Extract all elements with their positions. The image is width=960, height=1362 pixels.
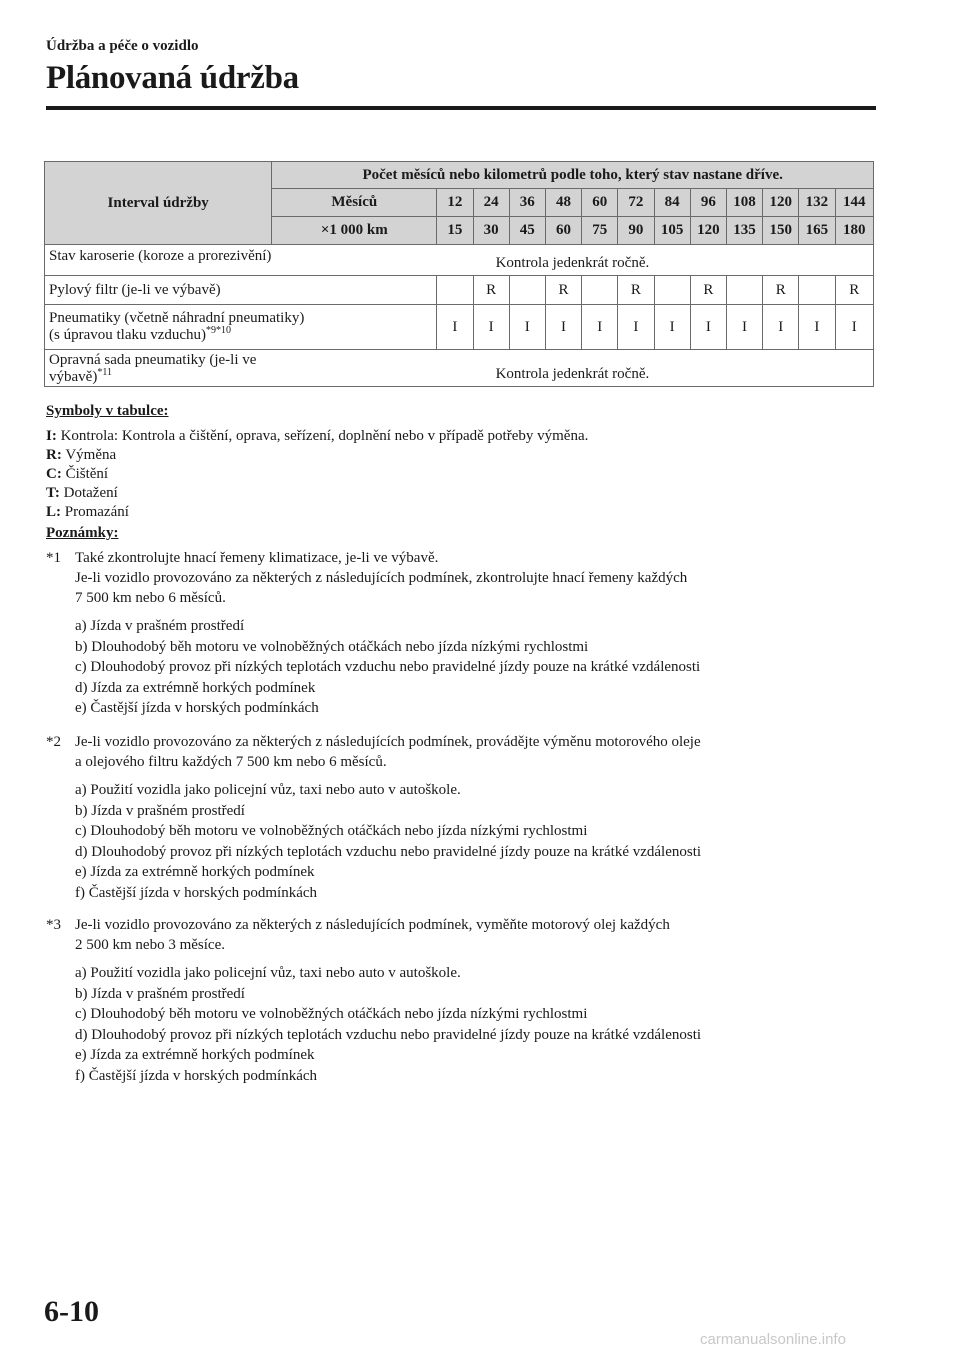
month-cell: 108 [726, 189, 762, 217]
list-item: a) Jízda v prašném prostředí [75, 618, 245, 634]
footnote-ref: *9*10 [206, 325, 232, 336]
list-item: a) Použití vozidla jako policejní vůz, taxi nebo auto v autoškole. [75, 782, 461, 798]
list-item: e) Jízda za extrémně horkých podmínek [75, 1047, 315, 1063]
cell: I [799, 305, 835, 350]
cell [437, 276, 473, 305]
cell [654, 276, 690, 305]
row-label-line: Pneumatiky (včetně náhradní pneumatiky) [49, 310, 305, 326]
km-cell: 45 [509, 217, 545, 245]
list-item: d) Dlouhodobý provoz při nízkých teplotách vzduchu nebo pravidelné jízdy pouze na krátké vzdálenosti [75, 1026, 702, 1043]
note-line: Je-li vozidlo provozováno za některých z následujících podmínek, vyměňte motorový olej každých [75, 917, 670, 933]
note-line: 2 500 km nebo 3 měsíce. [75, 937, 225, 953]
cell [582, 276, 618, 305]
cell: R [835, 276, 873, 305]
km-cell: 75 [582, 217, 618, 245]
list-item: f) Častější jízda v horských podmínkách [75, 884, 318, 901]
page-title: Plánovaná údržba [46, 60, 299, 96]
note-line: Také zkontrolujte hnací řemeny klimatizace, je-li ve výbavě. [75, 550, 439, 566]
row-value: Kontrola jedenkrát ročně. [272, 245, 874, 276]
km-cell: 105 [654, 217, 690, 245]
condition-list [75, 616, 886, 719]
cell: R [690, 276, 726, 305]
note-mark: *3 [46, 917, 61, 933]
list-item: a) Použití vozidla jako policejní vůz, taxi nebo auto v autoškole. [75, 965, 461, 981]
km-cell: 60 [545, 217, 581, 245]
note-2 [46, 732, 886, 903]
symbol-item: L: Promazání [46, 504, 129, 520]
section-label: Údržba a péče o vozidlo [46, 38, 199, 54]
note-line: a olejového filtru každých 7 500 km nebo 6 měsíců. [75, 754, 387, 770]
km-cell: 15 [437, 217, 473, 245]
list-item: c) Dlouhodobý běh motoru ve volnoběžných otáčkách nebo jízda nízkými rychlostmi [75, 823, 588, 839]
cell [799, 276, 835, 305]
month-cell: 48 [545, 189, 581, 217]
km-cell: 135 [726, 217, 762, 245]
page-number: 6-10 [44, 1295, 99, 1328]
symbols-title: Symboly v tabulce: [46, 403, 169, 419]
maintenance-table [44, 161, 874, 387]
cell: I [545, 305, 581, 350]
km-cell: 180 [835, 217, 873, 245]
title-rule [46, 106, 876, 110]
cell: I [654, 305, 690, 350]
cell: I [726, 305, 762, 350]
month-cell: 96 [690, 189, 726, 217]
km-cell: 90 [618, 217, 654, 245]
notes-title: Poznámky: [46, 525, 119, 541]
row-label: Opravná sada pneumatiky (je-li ve výbavě)$^{*11}$ [45, 350, 272, 387]
list-item: c) Dlouhodobý běh motoru ve volnoběžných otáčkách nebo jízda nízkými rychlostmi [75, 1006, 588, 1022]
table-row [45, 276, 874, 305]
list-item: f) Častější jízda v horských podmínkách [75, 1067, 318, 1084]
note-mark: *2 [46, 734, 61, 750]
cell: I [835, 305, 873, 350]
table-row [45, 350, 874, 387]
list-item: e) Jízda za extrémně horkých podmínek [75, 864, 315, 880]
note-line: Je-li vozidlo provozováno za některých z následujících podmínek, zkontrolujte hnací řemeny každých [75, 570, 688, 586]
months-label: Měsíců [272, 189, 437, 217]
symbol-legend [46, 427, 886, 522]
list-item: b) Jízda v prašném prostředí [75, 985, 245, 1002]
cell: I [509, 305, 545, 350]
row-label-line: (s úpravou tlaku vzduchu)$^{*9*10}$ [49, 325, 232, 343]
table-row [45, 305, 874, 350]
cell: R [545, 276, 581, 305]
cell: I [473, 305, 509, 350]
list-item: d) Jízda za extrémně horkých podmínek [75, 679, 316, 696]
month-cell: 84 [654, 189, 690, 217]
symbol-item: I: Kontrola: Kontrola a čištění, oprava, seřízení, doplnění nebo v případě potřeby výměna. [46, 428, 589, 444]
month-cell: 12 [437, 189, 473, 217]
list-item: e) Častější jízda v horských podmínkách [75, 700, 319, 716]
cell: R [618, 276, 654, 305]
month-cell: 120 [763, 189, 799, 217]
table-row [45, 245, 874, 276]
list-item: d) Dlouhodobý provoz při nízkých teplotách vzduchu nebo pravidelné jízdy pouze na krátké vzdálenosti [75, 843, 702, 860]
row-value: Kontrola jedenkrát ročně. [272, 350, 874, 387]
list-item: b) Dlouhodobý běh motoru ve volnoběžných otáčkách nebo jízda nízkými rychlostmi [75, 638, 589, 655]
month-cell: 72 [618, 189, 654, 217]
cell [726, 276, 762, 305]
row-label: Pylový filtr (je-li ve výbavě) [45, 276, 272, 305]
list-item: b) Jízda v prašném prostředí [75, 802, 245, 819]
watermark: carmanualsonline.info [700, 1331, 846, 1348]
interval-header: Interval údržby [45, 162, 272, 245]
note-1 [46, 548, 886, 719]
period-header: Počet měsíců nebo kilometrů podle toho, který stav nastane dříve. [272, 162, 874, 189]
footnote-ref: *11 [97, 367, 112, 378]
km-cell: 30 [473, 217, 509, 245]
condition-list [75, 780, 886, 903]
note-mark: *1 [46, 550, 61, 566]
note-3 [46, 915, 886, 1086]
km-cell: 120 [690, 217, 726, 245]
symbol-item: R: Výměna [46, 447, 117, 463]
km-cell: 165 [799, 217, 835, 245]
cell: I [763, 305, 799, 350]
symbol-item: C: Čištění [46, 466, 109, 482]
km-cell: 150 [763, 217, 799, 245]
cell: I [618, 305, 654, 350]
month-cell: 24 [473, 189, 509, 217]
cell: I [582, 305, 618, 350]
symbol-item: T: Dotažení [46, 485, 118, 501]
month-cell: 132 [799, 189, 835, 217]
note-line: 7 500 km nebo 6 měsíců. [75, 590, 226, 606]
condition-list [75, 963, 886, 1086]
list-item: c) Dlouhodobý provoz při nízkých teplotách vzduchu nebo pravidelné jízdy pouze na krátké vzdálenosti [75, 659, 701, 675]
month-cell: 36 [509, 189, 545, 217]
cell: I [690, 305, 726, 350]
km-label: ×1 000 km [272, 217, 437, 245]
note-line: Je-li vozidlo provozováno za některých z následujících podmínek, provádějte výměnu motorového oleje [75, 734, 701, 750]
cell [509, 276, 545, 305]
row-label: Stav karoserie (koroze a prorezivění) [45, 245, 272, 276]
row-label [45, 305, 437, 350]
cell: R [473, 276, 509, 305]
month-cell: 144 [835, 189, 873, 217]
month-cell: 60 [582, 189, 618, 217]
cell: R [763, 276, 799, 305]
cell: I [437, 305, 473, 350]
